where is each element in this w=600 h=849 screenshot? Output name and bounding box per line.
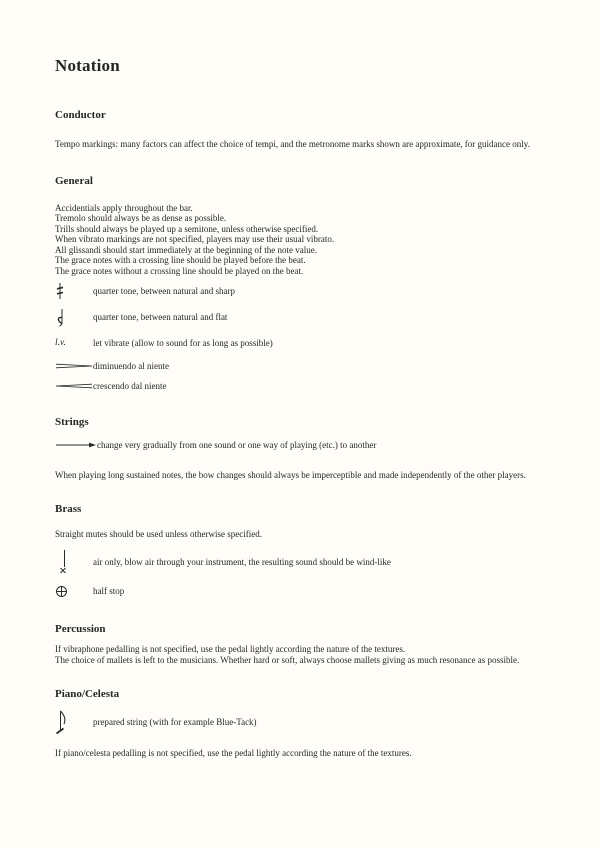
quarter-tone-flat-icon — [55, 308, 93, 327]
general-line: The grace notes without a crossing line should be played on the beat. — [55, 265, 304, 276]
section-heading-brass: Brass — [55, 502, 82, 515]
symbol-label: crescendo dal niente — [93, 381, 167, 391]
symbol-label: prepared string (with for example Blue-Tack) — [93, 717, 257, 727]
symbol-label: change very gradually from one sound or one way of playing (etc.) to another — [97, 440, 377, 450]
half-stop-icon — [55, 585, 93, 598]
section-heading-strings: Strings — [55, 416, 89, 428]
gradual-change-arrow-icon — [55, 441, 97, 449]
symbol-row — [55, 707, 565, 737]
quarter-tone-sharp-icon — [55, 282, 93, 300]
air-only-note-icon — [55, 549, 93, 575]
symbol-label: let vibrate (allow to sound for as long as possible) — [93, 338, 273, 348]
symbol-row — [55, 547, 565, 577]
lv-symbol: l.v. — [55, 338, 66, 348]
general-line: Accidentials apply throughout the bar. — [55, 202, 193, 213]
symbol-row — [55, 581, 565, 601]
section-heading-piano-celesta: Piano/Celesta — [55, 688, 120, 700]
general-line: When vibrato markings are not specified, players may use their usual vibrato. — [55, 234, 335, 244]
general-paragraph — [55, 203, 565, 277]
section-heading-percussion: Percussion — [55, 623, 106, 635]
percussion-line: If vibraphone pedalling is not specified, use the pedal lightly according the nature of the textures. — [55, 644, 406, 654]
general-line: Tremolo should always be as dense as possible. — [55, 213, 227, 223]
general-line: All glissandi should start immediately at the beginning of the note value. — [55, 244, 317, 255]
symbol-row — [55, 356, 565, 376]
general-line: The grace notes with a crossing line should be played before the beat. — [55, 255, 306, 265]
symbol-label: diminuendo al niente — [93, 361, 169, 371]
symbol-label: half stop — [93, 586, 125, 596]
diminuendo-hairpin-icon — [55, 363, 93, 369]
general-line: Trills should always be played up a semitone, unless otherwise specified. — [55, 223, 319, 234]
section-heading-general: General — [55, 174, 93, 187]
symbol-row — [55, 278, 565, 304]
conductor-paragraph: Tempo markings: many factors can affect the choice of tempi, and the metronome marks shown are approximate, for guidance only. — [55, 139, 530, 149]
symbol-row — [55, 376, 565, 396]
strings-paragraph: When playing long sustained notes, the bow changes should always be imperceptible and made independently of the other players. — [55, 470, 526, 480]
symbol-row — [55, 304, 565, 330]
piano-celesta-paragraph: If piano/celesta pedalling is not specified, use the pedal lightly according the nature of the textures. — [55, 748, 412, 758]
crescendo-hairpin-icon — [55, 383, 93, 389]
page-title: Notation — [55, 56, 120, 75]
brass-paragraph: Straight mutes should be used unless otherwise specified. — [55, 528, 262, 539]
percussion-paragraph — [55, 644, 565, 665]
symbol-label: air only, blow air through your instrument, the resulting sound should be wind-like — [93, 557, 391, 567]
percussion-line: The choice of mallets is left to the musicians. Whether hard or soft, always choose mallets giving as much resonance as possible. — [55, 654, 520, 665]
symbol-label: quarter tone, between natural and sharp — [93, 286, 235, 296]
symbol-row — [55, 433, 565, 457]
symbol-label: quarter tone, between natural and flat — [93, 312, 228, 322]
symbol-row — [55, 330, 565, 356]
section-heading-conductor: Conductor — [55, 109, 106, 121]
prepared-string-note-icon — [55, 708, 93, 736]
